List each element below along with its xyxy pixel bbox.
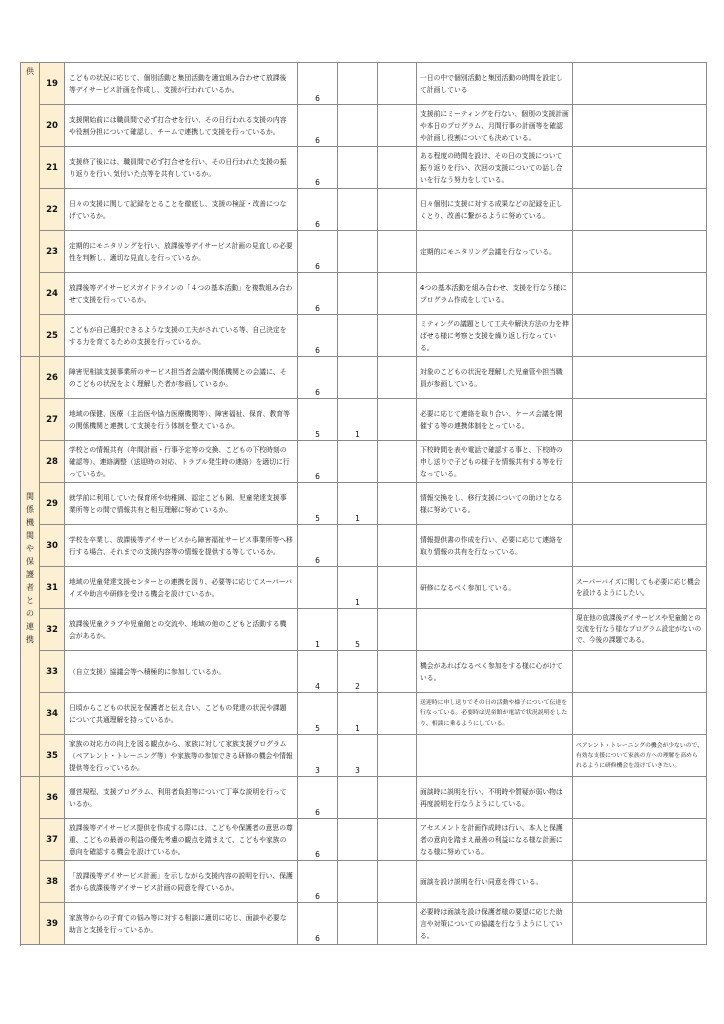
improvement-note xyxy=(417,735,573,777)
item-question: 学校との情報共有（年間計画・行事予定等の交換、こどもの下校時刻の確認等）、連絡調整（送迎時の対応、トラブル発生時の連絡）を適切に行っているか。 xyxy=(65,441,298,483)
count-other xyxy=(378,693,417,735)
future-plan-note xyxy=(573,861,707,903)
future-plan-note xyxy=(573,651,707,693)
evaluation-sheet xyxy=(20,62,706,945)
count-other xyxy=(378,231,417,273)
count-other xyxy=(378,777,417,819)
item-number: 38 xyxy=(40,861,65,903)
item-question: 障害児相談支援事業所のサービス担当者会議や関係機関との会議に、そのこどもの状況をよく理解した者が参画しているか。 xyxy=(65,357,298,399)
count-no xyxy=(338,63,378,105)
count-yes: 6 xyxy=(298,777,338,819)
count-no xyxy=(338,357,378,399)
future-plan-note: 現在他の放課後デイサービスや児童館との交流を行なう様なプログラム設定がないので、今後の課題である。 xyxy=(573,609,707,651)
future-plan-note xyxy=(573,693,707,735)
category-cell xyxy=(21,777,40,945)
count-other xyxy=(378,903,417,945)
item-question: こどもの状況に応じて、個別活動と集団活動を適宜組み合わせて放課後等デイサービス計画を作成し、支援が行われているか。 xyxy=(65,63,298,105)
category-cell xyxy=(21,63,40,357)
item-number: 36 xyxy=(40,777,65,819)
improvement-note: 情報交換をし、移行支援についての助けとなる様に努めている。 xyxy=(417,483,573,525)
count-no xyxy=(338,819,378,861)
count-yes: 6 xyxy=(298,105,338,147)
table-row xyxy=(21,273,707,315)
item-question: 支援開始前には職員間で必ず打合せを行い、その日行われる支援の内容や役割分担について確認し、チームで連携して支援を行っているか。 xyxy=(65,105,298,147)
count-no xyxy=(338,315,378,357)
count-yes: 1 xyxy=(298,609,338,651)
improvement-note: 一日の中で個別活動と集団活動の時間を設定して計画している xyxy=(417,63,573,105)
item-question: 地域の保健、医療（主治医や協力医療機関等）、障害福祉、保育、教育等の関係機関と連携して支援を行う体制を整えているか。 xyxy=(65,399,298,441)
item-number: 20 xyxy=(40,105,65,147)
future-plan-note xyxy=(573,105,707,147)
count-yes: 6 xyxy=(298,273,338,315)
table-row xyxy=(21,441,707,483)
table-row xyxy=(21,231,707,273)
count-yes: 6 xyxy=(298,861,338,903)
count-yes: 6 xyxy=(298,819,338,861)
future-plan-note xyxy=(573,777,707,819)
improvement-note: 対象のこどもの状況を理解した児童管や担当職員が参画している。 xyxy=(417,357,573,399)
count-no xyxy=(338,777,378,819)
item-number: 21 xyxy=(40,147,65,189)
count-other xyxy=(378,567,417,609)
count-yes: 6 xyxy=(298,231,338,273)
improvement-note: 面談を設け説明を行い同意を得ている。 xyxy=(417,861,573,903)
future-plan-note xyxy=(573,231,707,273)
item-number: 23 xyxy=(40,231,65,273)
item-number: 22 xyxy=(40,189,65,231)
count-no xyxy=(338,525,378,567)
future-plan-note xyxy=(573,315,707,357)
item-question: こどもが自己選択できるような支援の工夫がされている等、自己決定をする力を育てるための支援を行っているか。 xyxy=(65,315,298,357)
count-other xyxy=(378,105,417,147)
category-cell xyxy=(21,357,40,777)
item-question: 運営規程、支援プログラム、利用者負担等について丁寧な説明を行っているか。 xyxy=(65,777,298,819)
item-question: 日頃からこどもの状況を保護者と伝え合い、こどもの発達の状況や課題について共通理解を持っているか。 xyxy=(65,693,298,735)
count-other xyxy=(378,399,417,441)
future-plan-note xyxy=(573,399,707,441)
count-other xyxy=(378,651,417,693)
item-number: 32 xyxy=(40,609,65,651)
count-no: 5 xyxy=(338,609,378,651)
item-number: 33 xyxy=(40,651,65,693)
improvement-note: 下校時間を表や電話で確認する事と、下校時の申し送りで子どもの様子を情報共有する等を行なっている。 xyxy=(417,441,573,483)
category-label: 関係機関や保護者との連携 xyxy=(26,491,34,644)
future-plan-note xyxy=(573,441,707,483)
table-row xyxy=(21,861,707,903)
count-no xyxy=(338,441,378,483)
item-question: 家族の対応力の向上を図る観点から、家族に対して家族支援プログラム（ペアレント・トレーニング等）や家族等の参加できる研修の機会や情報提供等を行っているか。 xyxy=(65,735,298,777)
count-no: 1 xyxy=(338,399,378,441)
table-row xyxy=(21,735,707,777)
improvement-note: 情報提供書の作成を行い、必要に応じて連絡を取り情報の共有を行なっている。 xyxy=(417,525,573,567)
table-row xyxy=(21,609,707,651)
count-other xyxy=(378,861,417,903)
item-question: 放課後等デイサービスガイドラインの「４つの基本活動」を複数組み合わせて支援を行っているか。 xyxy=(65,273,298,315)
count-other xyxy=(378,315,417,357)
count-no: 1 xyxy=(338,693,378,735)
table-row xyxy=(21,651,707,693)
count-no: 1 xyxy=(338,567,378,609)
table-row xyxy=(21,357,707,399)
count-yes: 6 xyxy=(298,903,338,945)
item-number: 29 xyxy=(40,483,65,525)
improvement-note: 必要に応じて連絡を取り合い、ケース会議を開催する等の連携体制をとっている。 xyxy=(417,399,573,441)
table-row xyxy=(21,63,707,105)
improvement-note: 定期的にモニタリング会議を行なっている。 xyxy=(417,231,573,273)
count-other xyxy=(378,819,417,861)
count-other xyxy=(378,735,417,777)
count-yes: 5 xyxy=(298,483,338,525)
count-yes: 6 xyxy=(298,147,338,189)
item-question: 就学前に利用していた保育所や幼稚園、認定こども園、児童発達支援事業所等との間で情報共有と相互理解に努めているか。 xyxy=(65,483,298,525)
future-plan-note xyxy=(573,483,707,525)
count-yes: 4 xyxy=(298,651,338,693)
table-row xyxy=(21,525,707,567)
item-question: 定期的にモニタリングを行い、放課後等デイサービス計画の見直しの必要性を判断し、適切な見直しを行っているか。 xyxy=(65,231,298,273)
count-no: 2 xyxy=(338,651,378,693)
improvement-note xyxy=(417,609,573,651)
count-other xyxy=(378,441,417,483)
item-number: 39 xyxy=(40,903,65,945)
item-number: 30 xyxy=(40,525,65,567)
table-row xyxy=(21,483,707,525)
item-question: （自立支援）協議会等へ積極的に参加しているか。 xyxy=(65,651,298,693)
item-question: 放課後児童クラブや児童館との交流や、地域の他のこどもと活動する機会があるか。 xyxy=(65,609,298,651)
item-question: 「放課後等デイサービス計画」を示しながら支援内容の説明を行い、保護者から放課後等デイサービス計画の同意を得ているか。 xyxy=(65,861,298,903)
improvement-note: 支援前にミーティングを行ない、個別の支援計画や本日のプログラム、月間行事の計画等を確認や計画し役割についても決めている。 xyxy=(417,105,573,147)
item-number: 31 xyxy=(40,567,65,609)
future-plan-note: ペアレント・トレーニングの機会が少ないので、有効な支援について家族の方への理解を高められるように研修機会を設けていきたい。 xyxy=(573,735,707,777)
table-row xyxy=(21,693,707,735)
improvement-note: ある程度の時間を設け、その日の支援について振り返りを行い、次回の支援についての話し合いを行なう努力をしている。 xyxy=(417,147,573,189)
improvement-note: アセスメントを計画作成時は行い、本人と保護者の意向を踏まえ最善の利益になる様な計画になる様に努めている。 xyxy=(417,819,573,861)
item-question: 放課後等デイサービス提供を作成する際には、こどもや保護者の意思の尊重、こどもの最善の利益の優先考慮の観点を踏まえて、こどもや家族の意向を確認する機会を設けているか。 xyxy=(65,819,298,861)
table-row xyxy=(21,315,707,357)
count-other xyxy=(378,483,417,525)
count-other xyxy=(378,525,417,567)
future-plan-note xyxy=(573,903,707,945)
item-question: 地域の児童発達支援センターとの連携を図り、必要等に応じてスーパーバイズや助言や研修を受ける機会を設けているか。 xyxy=(65,567,298,609)
item-number: 27 xyxy=(40,399,65,441)
count-yes: 6 xyxy=(298,525,338,567)
table-row xyxy=(21,189,707,231)
count-yes: 6 xyxy=(298,357,338,399)
count-no xyxy=(338,273,378,315)
category-label: 供 xyxy=(26,67,34,76)
item-number: 28 xyxy=(40,441,65,483)
evaluation-table xyxy=(20,62,707,945)
count-yes: 6 xyxy=(298,441,338,483)
count-yes: 5 xyxy=(298,693,338,735)
count-yes: 3 xyxy=(298,735,338,777)
future-plan-note xyxy=(573,147,707,189)
count-other xyxy=(378,609,417,651)
item-number: 25 xyxy=(40,315,65,357)
item-number: 37 xyxy=(40,819,65,861)
improvement-note: 研修になるべく参加している。 xyxy=(417,567,573,609)
count-no xyxy=(338,903,378,945)
count-other xyxy=(378,147,417,189)
item-question: 家族等からの子育ての悩み等に対する相談に適切に応じ、面談や必要な助言と支援を行っているか。 xyxy=(65,903,298,945)
count-yes xyxy=(298,567,338,609)
count-other xyxy=(378,63,417,105)
future-plan-note xyxy=(573,357,707,399)
table-row xyxy=(21,903,707,945)
future-plan-note xyxy=(573,189,707,231)
count-other xyxy=(378,189,417,231)
count-no: 3 xyxy=(338,735,378,777)
count-no xyxy=(338,231,378,273)
count-no xyxy=(338,189,378,231)
item-question: 学校を卒業し、放課後等デイサービスから障害福祉サービス事業所等へ移行する場合、それまでの支援内容等の情報を提供する等しているか。 xyxy=(65,525,298,567)
item-number: 26 xyxy=(40,357,65,399)
improvement-note: 送迎時に申し送りでその日の活動や様子について伝達を行なっている。必要時は児童館が電話で状況説明をしたり、相談に乗るようにしている。 xyxy=(417,693,573,735)
future-plan-note xyxy=(573,525,707,567)
table-row xyxy=(21,819,707,861)
improvement-note: 必要時は面談を設け保護者様の要望に応じた助言や対策についての協議を行なうようにしている。 xyxy=(417,903,573,945)
count-yes: 5 xyxy=(298,399,338,441)
table-row xyxy=(21,147,707,189)
count-no xyxy=(338,105,378,147)
table-row xyxy=(21,777,707,819)
table-row xyxy=(21,105,707,147)
table-row xyxy=(21,399,707,441)
count-other xyxy=(378,273,417,315)
future-plan-note xyxy=(573,273,707,315)
count-yes: 6 xyxy=(298,63,338,105)
item-number: 35 xyxy=(40,735,65,777)
improvement-note: 日々個別に支援に対する成果などの記録を正しくとり、改善に繋がるように努めている。 xyxy=(417,189,573,231)
count-no xyxy=(338,147,378,189)
item-number: 19 xyxy=(40,63,65,105)
improvement-note: 4つの基本活動を組み合わせ、支援を行なう様にプログラム作成をしている。 xyxy=(417,273,573,315)
future-plan-note: スーパーバイズに関しても必要に応じ機会を設けるようにしたい。 xyxy=(573,567,707,609)
count-yes: 6 xyxy=(298,189,338,231)
count-other xyxy=(378,357,417,399)
item-number: 24 xyxy=(40,273,65,315)
count-no xyxy=(338,861,378,903)
item-question: 支援終了後には、職員間で必ず打合せを行い、その日行われた支援の振り返りを行い､気付いた点等を共有しているか。 xyxy=(65,147,298,189)
improvement-note: 機会があればなるべく参加をする様に心がけている。 xyxy=(417,651,573,693)
future-plan-note xyxy=(573,819,707,861)
count-yes: 6 xyxy=(298,315,338,357)
item-number: 34 xyxy=(40,693,65,735)
table-row xyxy=(21,567,707,609)
future-plan-note xyxy=(573,63,707,105)
improvement-note: ミティングの議題として工夫や解決方法の力を伸ばせる様に考察と支援を繰り返し行なっている。 xyxy=(417,315,573,357)
improvement-note: 面談時に説明を行い、不明時や質疑が弱い物は再度説明を行なうようにしている。 xyxy=(417,777,573,819)
count-no: 1 xyxy=(338,483,378,525)
item-question: 日々の支援に関して記録をとることを徹底し、支援の検証・改善につなげているか。 xyxy=(65,189,298,231)
